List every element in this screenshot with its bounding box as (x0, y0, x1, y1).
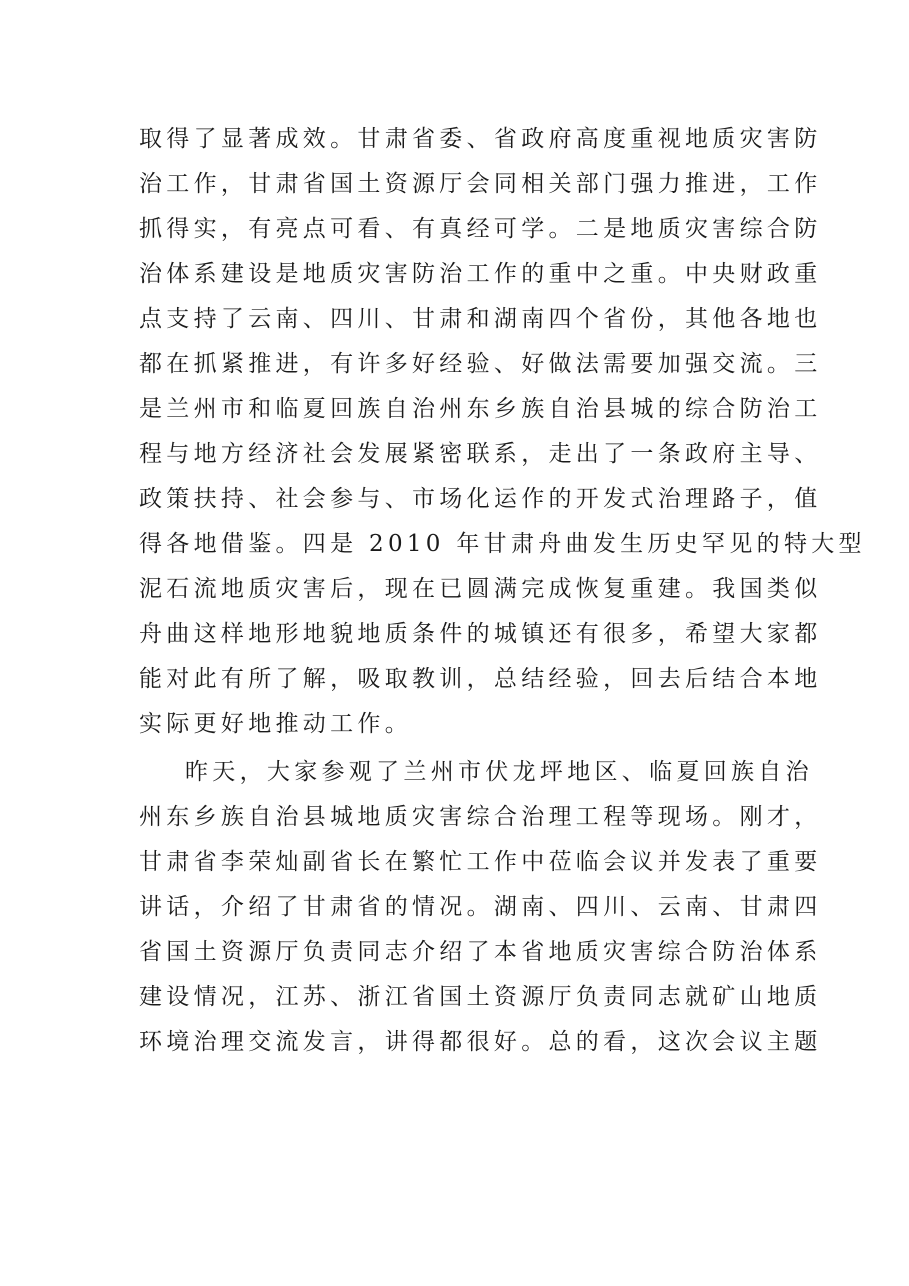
paragraph-line: 点支持了云南、四川、甘肃和湖南四个省份，其他各地也 (139, 306, 822, 332)
paragraph-line: 得各地借鉴。四是 2010 年甘肃舟曲发生历史罕见的特大型 (139, 531, 866, 557)
paragraph-line: 治体系建设是地质灾害防治工作的重中之重。中央财政重 (139, 261, 822, 287)
paragraph-line: 取得了显著成效。甘肃省委、省政府高度重视地质灾害防 (139, 126, 822, 152)
document-body (139, 117, 866, 1065)
paragraph-line: 实际更好地推动工作。 (139, 711, 412, 737)
paragraph-line: 程与地方经济社会发展紧密联系，走出了一条政府主导、 (139, 441, 822, 467)
paragraph-line: 省国土资源厅负责同志介绍了本省地质灾害综合防治体系 (139, 939, 822, 965)
paragraph-line: 州东乡族自治县城地质灾害综合治理工程等现场。刚才， (139, 804, 822, 830)
paragraph-line: 昨天，大家参观了兰州市伏龙坪地区、临夏回族自治 (185, 759, 813, 785)
paragraph-line: 讲话，介绍了甘肃省的情况。湖南、四川、云南、甘肃四 (139, 894, 822, 920)
paragraph-line: 是兰州市和临夏回族自治州东乡族自治县城的综合防治工 (139, 396, 822, 422)
paragraph-line: 治工作，甘肃省国土资源厅会同相关部门强力推进，工作 (139, 171, 822, 197)
paragraph-line: 抓得实，有亮点可看、有真经可学。二是地质灾害综合防 (139, 216, 822, 242)
paragraph-line: 能对此有所了解，吸取教训，总结经验，回去后结合本地 (139, 666, 822, 692)
paragraph-line: 舟曲这样地形地貌地质条件的城镇还有很多，希望大家都 (139, 621, 822, 647)
paragraph-line: 泥石流地质灾害后，现在已圆满完成恢复重建。我国类似 (139, 576, 822, 602)
paragraph-2 (139, 750, 822, 1065)
paragraph-line: 环境治理交流发言，讲得都很好。总的看，这次会议主题 (139, 1029, 822, 1055)
paragraph-line: 都在抓紧推进，有许多好经验、好做法需要加强交流。三 (139, 351, 822, 377)
paragraph-line: 甘肃省李荣灿副省长在繁忙工作中莅临会议并发表了重要 (139, 849, 822, 875)
paragraph-1 (139, 117, 866, 747)
paragraph-line: 建设情况，江苏、浙江省国土资源厅负责同志就矿山地质 (139, 984, 822, 1010)
paragraph-line: 政策扶持、社会参与、市场化运作的开发式治理路子，值 (139, 486, 822, 512)
